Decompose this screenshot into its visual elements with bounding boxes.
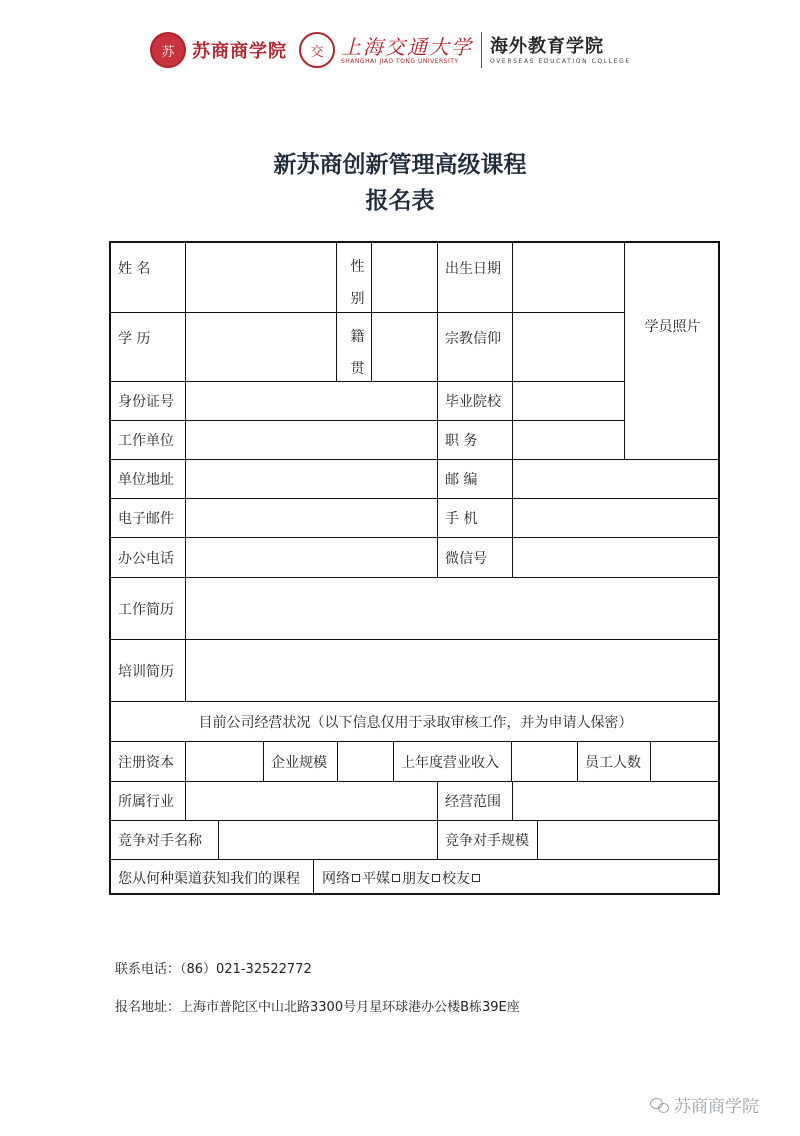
overseas-en: OVERSEAS EDUCATION COLLEGE bbox=[490, 57, 631, 65]
input-employer[interactable] bbox=[186, 421, 438, 460]
label-work-history: 工作简历 bbox=[111, 578, 186, 640]
label-office-phone: 办公电话 bbox=[111, 538, 186, 578]
sjtu-en: SHANGHAI JIAO TONG UNIVERSITY bbox=[341, 57, 459, 65]
input-competitor-scale[interactable] bbox=[538, 821, 720, 860]
wechat-icon bbox=[650, 1098, 670, 1112]
label-native bbox=[337, 313, 372, 382]
label-revenue: 上年度营业收入 bbox=[394, 742, 512, 782]
label-wechat: 微信号 bbox=[438, 538, 513, 578]
label-postcode: 邮 编 bbox=[438, 460, 513, 499]
suzhou-seal-logo: 苏 bbox=[150, 32, 186, 68]
input-email[interactable] bbox=[186, 499, 438, 538]
input-competitor-name[interactable] bbox=[219, 821, 438, 860]
label-scope: 经营范围 bbox=[438, 782, 513, 821]
input-postcode[interactable] bbox=[513, 460, 720, 499]
option-friend[interactable]: 朋友 bbox=[402, 870, 430, 887]
page-subtitle: 报名表 bbox=[365, 188, 435, 214]
input-religion[interactable] bbox=[513, 313, 625, 382]
label-competitor-name: 竞争对手名称 bbox=[111, 821, 219, 860]
divider bbox=[481, 32, 482, 68]
label-name: 姓 名 bbox=[111, 243, 186, 313]
label-native-1: 籍 bbox=[350, 329, 365, 345]
sjtu-emblem-logo: 交 bbox=[299, 32, 335, 68]
label-competitor-scale: 竞争对手规模 bbox=[438, 821, 538, 860]
input-education[interactable] bbox=[186, 313, 337, 382]
input-birth[interactable] bbox=[513, 243, 625, 313]
header-logos bbox=[150, 28, 631, 72]
label-id: 身份证号 bbox=[111, 382, 186, 421]
option-network[interactable]: 网络 bbox=[322, 870, 350, 887]
label-mobile: 手 机 bbox=[438, 499, 513, 538]
label-native-2: 贯 bbox=[350, 361, 365, 377]
registration-form bbox=[109, 241, 720, 895]
input-revenue[interactable] bbox=[512, 742, 578, 782]
checkbox-icon[interactable] bbox=[432, 874, 440, 882]
contact-phone: 联系电话：（86）021-32522772 bbox=[115, 962, 312, 977]
label-capital: 注册资本 bbox=[111, 742, 186, 782]
label-channel: 您从何种渠道获知我们的课程 bbox=[111, 860, 314, 895]
label-email: 电子邮件 bbox=[111, 499, 186, 538]
input-industry[interactable] bbox=[186, 782, 438, 821]
input-capital[interactable] bbox=[186, 742, 264, 782]
photo-box[interactable]: 学员照片 bbox=[625, 243, 720, 460]
label-school: 毕业院校 bbox=[438, 382, 513, 421]
input-gender[interactable] bbox=[372, 243, 438, 313]
input-address[interactable] bbox=[186, 460, 438, 499]
input-id[interactable] bbox=[186, 382, 438, 421]
label-education: 学 历 bbox=[111, 313, 186, 382]
sjtu-wordmark bbox=[341, 36, 473, 65]
checkbox-icon[interactable] bbox=[392, 874, 400, 882]
label-address: 单位地址 bbox=[111, 460, 186, 499]
watermark-text: 苏商商学院 bbox=[674, 1097, 759, 1117]
page-title: 新苏商创新管理高级课程 bbox=[273, 152, 527, 178]
checkbox-icon[interactable] bbox=[352, 874, 360, 882]
input-employees[interactable] bbox=[651, 742, 720, 782]
label-birth: 出生日期 bbox=[438, 243, 513, 313]
input-office-phone[interactable] bbox=[186, 538, 438, 578]
input-mobile[interactable] bbox=[513, 499, 720, 538]
input-training-history[interactable] bbox=[186, 640, 720, 702]
channel-options bbox=[314, 860, 720, 895]
brand-suzhou: 苏商商学院 bbox=[192, 41, 287, 62]
label-gender bbox=[337, 243, 372, 313]
label-training-history: 培训简历 bbox=[111, 640, 186, 702]
contact-address: 报名地址：上海市普陀区中山北路3300号月星环球港办公楼B栋39E座 bbox=[115, 1000, 520, 1015]
input-scope[interactable] bbox=[513, 782, 720, 821]
input-name[interactable] bbox=[186, 243, 337, 313]
overseas-college bbox=[490, 36, 631, 65]
overseas-cn: 海外教育学院 bbox=[490, 35, 604, 57]
label-gender-2: 别 bbox=[350, 291, 365, 307]
label-gender-1: 性 bbox=[350, 259, 365, 275]
option-alumni[interactable]: 校友 bbox=[442, 870, 470, 887]
input-work-history[interactable] bbox=[186, 578, 720, 640]
input-school[interactable] bbox=[513, 382, 625, 421]
label-scale: 企业规模 bbox=[264, 742, 338, 782]
option-print-media[interactable]: 平媒 bbox=[362, 870, 390, 887]
checkbox-icon[interactable] bbox=[472, 874, 480, 882]
label-position: 职 务 bbox=[438, 421, 513, 460]
input-position[interactable] bbox=[513, 421, 625, 460]
company-status-heading: 目前公司经营状况（以下信息仅用于录取审核工作，并为申请人保密） bbox=[111, 702, 720, 742]
label-religion: 宗教信仰 bbox=[438, 313, 513, 382]
sjtu-cn: 上海交通大学 bbox=[341, 34, 473, 59]
input-scale[interactable] bbox=[338, 742, 394, 782]
label-employer: 工作单位 bbox=[111, 421, 186, 460]
label-employees: 员工人数 bbox=[578, 742, 651, 782]
label-industry: 所属行业 bbox=[111, 782, 186, 821]
input-native[interactable] bbox=[372, 313, 438, 382]
input-wechat[interactable] bbox=[513, 538, 720, 578]
watermark bbox=[650, 1092, 759, 1117]
